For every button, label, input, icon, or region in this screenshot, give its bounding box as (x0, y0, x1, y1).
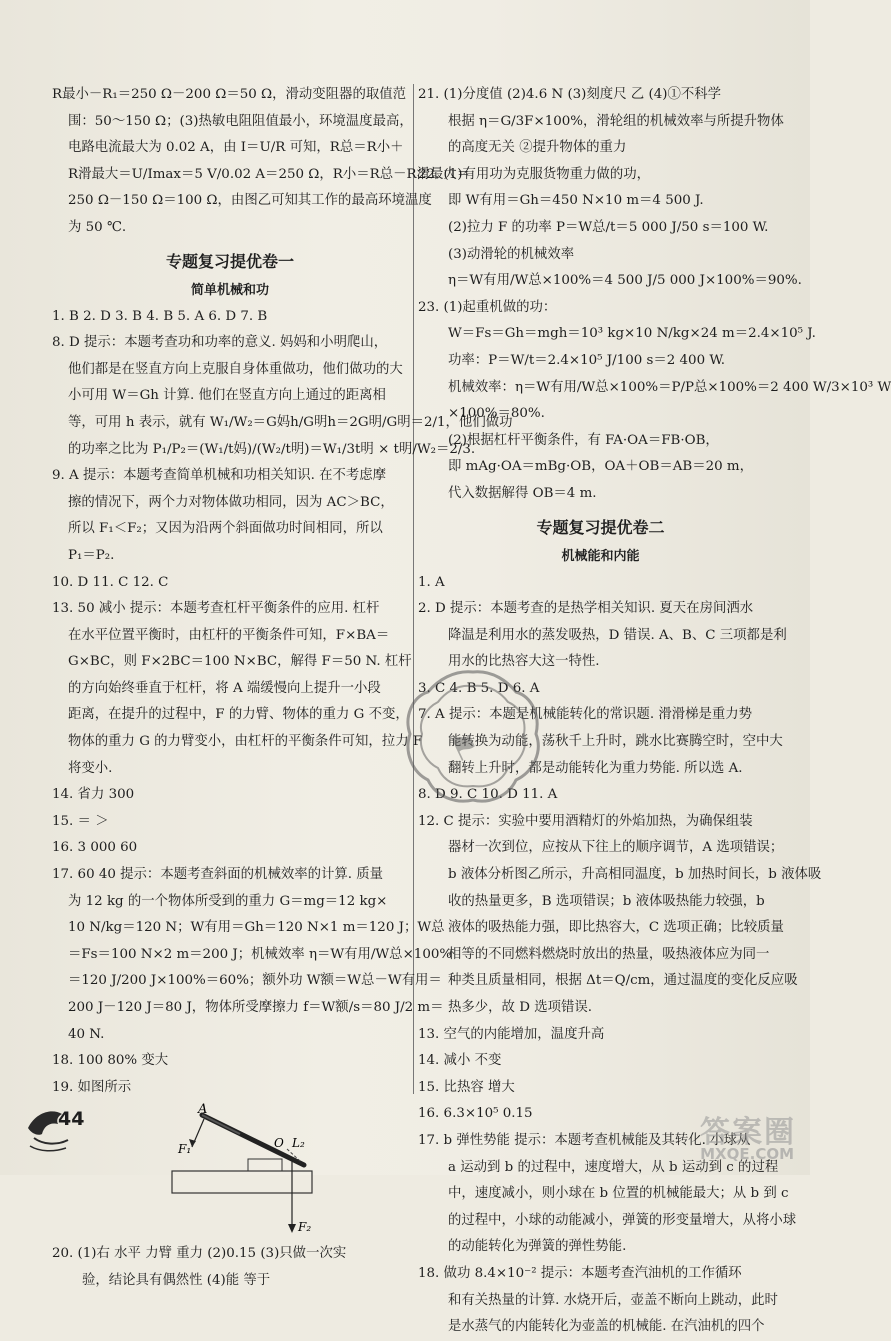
answer-line: (2)拉力 F 的功率 P＝W总/t＝5 000 J/50 s＝100 W. (448, 219, 769, 235)
page-number: 44 (58, 1108, 85, 1130)
svg-text:⚑: ⚑ (442, 722, 488, 772)
answer-line: 器材一次到位，应按从下往上的顺序调节，A 选项错误； (448, 840, 784, 856)
answer-line: 相等的不同燃料燃烧时放出的热量，吸热液体应为同一 (448, 946, 770, 962)
answer-line: 19. 如图所示 (52, 1079, 132, 1095)
answer-line: 在水平位置平衡时，由杠杆的平衡条件可知，F×BA＝ (68, 627, 390, 643)
answer-line: 他们都是在竖直方向上克服自身体重做功，他们做功的大 (68, 361, 403, 377)
answer-line: 根据 η＝G/3F×100%，滑轮组的机械效率与所提升物体 (448, 113, 784, 129)
answer-line: 10. D 11. C 12. C (52, 574, 169, 590)
lever-figure (52, 1101, 408, 1241)
answer-line: 代入数据解得 OB＝4 m. (448, 485, 597, 501)
answer-line: 距离，在提升的过程中，F 的力臂、物体的重力 G 不变， (68, 707, 409, 723)
lever-diagram (52, 1101, 408, 1241)
answer-line: 的动能转化为弹簧的弹性势能. (448, 1239, 627, 1255)
answer-line: 14. 省力 300 (52, 787, 135, 803)
answer-line: 为 12 kg 的一个物体所受到的重力 G＝mg＝12 kg× (68, 893, 388, 909)
answer-line: G×BC，则 F×2BC＝100 N×BC，解得 F＝50 N. 杠杆 (68, 654, 412, 670)
text-line: 电路电流最大为 0.02 A，由 I＝U/R 可知，R总＝R小＋ (68, 140, 404, 156)
section-subtitle: 机械能和内能 (561, 548, 640, 564)
answer-line: 的过程中，小球的动能减小，弹簧的形变量增大，从将小球 (448, 1212, 797, 1228)
load-block (248, 1159, 282, 1171)
answer-line: 小可用 W＝Gh 计算. 他们在竖直方向上通过的距离相 (68, 388, 386, 404)
answer-line: 15. 比热容 增大 (418, 1079, 515, 1095)
watermark (656, 1107, 796, 1167)
watermark-text: 答案圈 (700, 1115, 796, 1150)
answer-line: 10 N/kg＝120 N；W有用＝Gh＝120 N×1 m＝120 J；W总 (68, 920, 445, 936)
answer-line: 擦的情况下，两个力对物体做功相同，因为 AC＞BC， (68, 494, 394, 510)
answer-line: 200 J－120 J＝80 J，物体所受摩擦力 f＝W额/s＝80 J/2 m＝ (68, 1000, 444, 1015)
answer-line: 13. 50 减小 提示：本题考查杠杆平衡条件的应用. 杠杆 (52, 601, 380, 617)
answer-line: 22. (1)有用功为克服货物重力做的功， (418, 166, 650, 182)
answer-line: 15. ＝ ＞ (52, 813, 109, 829)
page-number-badge (22, 1094, 85, 1154)
answer-line: 40 N. (68, 1026, 105, 1042)
answer-line: (3)动滑轮的机械效率 (448, 246, 575, 262)
answer-line: 将变小. (68, 760, 113, 776)
answer-line: 的方向始终垂直于杠杆，将 A 端缓慢向上提升一小段 (68, 680, 381, 696)
answer-line: 17. 60 40 提示：本题考查斜面的机械效率的计算. 质量 (52, 867, 384, 883)
answer-line: 的高度无关 ②提升物体的重力 (448, 140, 627, 156)
section-subtitle: 简单机械和功 (190, 282, 269, 298)
answer-line: η＝W有用/W总×100%＝4 500 J/5 000 J×100%＝90%. (448, 273, 802, 289)
answer-line: 14. 减小 不变 (418, 1053, 502, 1069)
answer-line: 23. (1)起重机做的功： (418, 299, 557, 315)
section-title: 专题复习提优卷一 (165, 251, 294, 271)
label-f1: F₁ (178, 1142, 192, 1157)
answer-line: (2)根据杠杆平衡条件，有 FA·OA＝FB·OB， (448, 432, 719, 448)
force-f2-arrowhead (288, 1224, 296, 1233)
answer-line: 18. 做功 8.4×10⁻² 提示：本题考查汽油机的工作循环 (418, 1265, 742, 1281)
text-line: 围：50～150 Ω；(3)热敏电阻阻值最小，环境温度最高， (68, 113, 413, 129)
answer-line: P₁＝P₂. (68, 547, 115, 563)
answer-line: 21. (1)分度值 (2)4.6 N (3)刻度尺 乙 (4)①不科学 (418, 87, 722, 102)
answer-line: 16. 3 000 60 (52, 840, 138, 856)
label-a: A (198, 1102, 208, 1118)
answer-line: 功率：P＝W/t＝2.4×10⁵ J/100 s＝2 400 W. (448, 352, 726, 368)
answer-line: 17. b 弹性势能 提示：本题考查机械能及其转化. 小球从 (418, 1132, 751, 1148)
answer-line: 是水蒸气的内能转化为壶盖的机械能. 在汽油机的四个 (448, 1319, 765, 1335)
answer-line: 和有关热量的计算. 水烧开后，壶盖不断向上跳动，此时 (448, 1292, 778, 1308)
answer-line: 所以 F₁＜F₂；又因为沿两个斜面做功时间相同，所以 (68, 521, 383, 537)
answer-line: 1. B 2. D 3. B 4. B 5. A 6. D 7. B (52, 308, 268, 324)
answer-line: 等，可用 h 表示，就有 W₁/W₂＝G妈h/G明h＝2G明/G明＝2/1，他们做功 (68, 414, 513, 430)
answer-line: 收的热量更多，B 选项错误；b 液体吸热能力较强，b (448, 893, 765, 909)
text-line: R最小－R₁＝250 Ω－200 Ω＝50 Ω，滑动变阻器的取值范 (52, 87, 407, 102)
watermark-site: MXQE.COM (700, 1145, 794, 1163)
answer-line: 3. C 4. B 5. D 6. A (418, 680, 540, 696)
answer-line: 9. A 提示：本题考查简单机械和功相关知识. 在不考虑摩 (52, 468, 387, 484)
answer-line: 即 W有用＝Gh＝450 N×10 m＝4 500 J. (448, 193, 704, 209)
answer-line: ＝120 J/200 J×100%＝60%；额外功 W额＝W总－W有用＝ (68, 973, 442, 989)
answer-line: 能转换为动能，荡秋千上升时，跳水比赛腾空时，空中大 (448, 734, 783, 750)
answer-line: 16. 6.3×10⁵ 0.15 (418, 1106, 533, 1122)
section-title: 专题复习提优卷二 (536, 517, 665, 537)
answer-line: 物体的重力 G 的力臂变小，由杠杆的平衡条件可知，拉力 F (68, 734, 423, 750)
answer-line: ×100%＝80%. (448, 406, 545, 422)
ink-stamp (398, 662, 548, 812)
answer-line: 18. 100 80% 变大 (52, 1053, 169, 1069)
answer-line: 8. D 提示：本题考查功和功率的意义. 妈妈和小明爬山， (52, 335, 388, 351)
stamp-icon (398, 662, 548, 812)
answer-line: 1. A (418, 574, 445, 590)
text-line: 250 Ω－150 Ω＝100 Ω，由图乙可知其工作的最高环境温度 (68, 193, 432, 209)
answer-line: 8. D 9. C 10. D 11. A (418, 787, 558, 803)
answer-line: 20. (1)右 水平 力臂 重力 (2)0.15 (3)只做一次实 (52, 1246, 347, 1262)
answer-line: 降温是利用水的蒸发吸热，D 错误. A、B、C 三项都是利 (448, 627, 787, 643)
label-f2: F₂ (298, 1220, 312, 1235)
answer-line: ＝Fs＝100 N×2 m＝200 J；机械效率 η＝W有用/W总×100% (68, 946, 453, 962)
text-line: R滑最大＝U/Imax＝5 V/0.02 A＝250 Ω，R小＝R总－R滑最大＝ (68, 166, 471, 182)
answer-line: 机械效率：η＝W有用/W总×100%＝P/P总×100%＝2 400 W/3×10³ W (448, 379, 891, 395)
answer-line: 液体的吸热能力强，即比热容大，C 选项正确；比较质量 (448, 920, 784, 936)
answer-line: 的功率之比为 P₁/P₂＝(W₁/t妈)/(W₂/t明)＝W₁/3t明 × t明/W₂＝2/3. (68, 441, 476, 457)
answer-line: 种类且质量相同，根据 Δt＝Q/cm，通过温度的变化反应吸 (448, 973, 798, 989)
answer-line: 即 mAg·OA＝mBg·OB，OA＋OB＝AB＝20 m， (448, 459, 753, 475)
answer-line: 12. C 提示：实验中要用酒精灯的外焰加热，为确保组装 (418, 813, 753, 829)
answer-line: 热多少，故 D 选项错误. (448, 1000, 593, 1015)
answer-line: a 运动到 b 的过程中，速度增大，从 b 运动到 c 的过程 (448, 1159, 779, 1175)
answer-line: 翻转上升时，都是动能转化为重力势能. 所以选 A. (448, 760, 743, 776)
label-o: O (274, 1136, 284, 1151)
label-l2: L₂ (292, 1136, 305, 1151)
answer-line: 13. 空气的内能增加，温度升高 (418, 1026, 605, 1042)
answer-line: W＝Fs＝Gh＝mgh＝10³ kg×10 N/kg×24 m＝2.4×10⁵ J. (448, 326, 816, 342)
ground-block (172, 1171, 312, 1193)
answer-line: 2. D 提示：本题考查的是热学相关知识. 夏天在房间洒水 (418, 601, 754, 617)
answer-line: 7. A 提示：本题是机械能转化的常识题. 滑滑梯是重力势 (418, 707, 753, 723)
text-line: 为 50 ℃. (68, 219, 127, 235)
answer-line: b 液体分析图乙所示，升高相同温度，b 加热时间长，b 液体吸 (448, 867, 822, 883)
answer-line: 验，结论具有偶然性 (4)能 等于 (82, 1272, 271, 1288)
answer-line: 中，速度减小，则小球在 b 位置的机械能最大；从 b 到 c (448, 1186, 789, 1202)
lever-handle (202, 1115, 240, 1134)
answer-line: 用水的比热容大这一特性. (448, 654, 600, 670)
